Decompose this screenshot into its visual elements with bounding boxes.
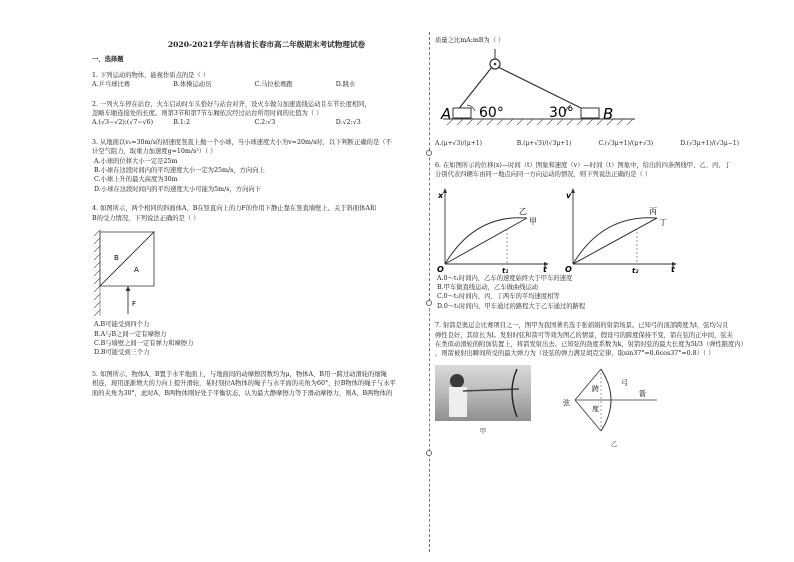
right-column [435,36,762,450]
label-f: F [132,300,137,309]
block-b [581,108,599,118]
label-kua: 跨 [592,384,599,393]
question-stem-line2: 忽略车厢连接处的长度。则第3节和第7节车厢依次经过站台所用时间的比值为（ ） [92,110,323,118]
question-stem: 7. 射箭是奥运会比赛项目之一，图甲为我国著名选手张娟娟的射箭场景。已知弓的顶部跨度为l，弦均匀且 [435,322,729,330]
options-row [435,139,762,148]
left-column [92,40,417,398]
option-a[interactable]: A.0～t₁时间内，乙车的速度始终大于甲车的速度 [437,274,573,282]
label-yi: 乙 [519,206,527,216]
angle-60: 60° [479,105,504,122]
question-stem-line2: 相连，现用逐渐增大的力向上提升滑轮，某时刻拉A物体的绳子与水平面的夹角为60°，拉B物体的绳子与水平 [92,380,396,388]
option-a[interactable]: A.乒乓球比赛 [92,81,131,89]
question-6 [435,161,762,311]
section-heading: 一、选择题 [92,56,124,64]
option-c[interactable]: C.马拉松赛跑 [254,81,293,89]
graphs-row [435,184,762,274]
option-a[interactable]: A.(√3−√2):(√7−√6) [92,119,154,127]
exam-title: 2020-2021学年吉林省长春市高二年级期末考试物理试卷 [167,40,366,49]
origin-label: O [565,264,572,274]
block-a [453,108,471,118]
question-stem-line2: 分别代表四辆车由同一地点向同一方向运动的情况，则下列说法正确的是（ ） [435,171,652,179]
option-c[interactable]: C.2:√3 [254,119,276,127]
option-b[interactable]: B.(μ+√3)/(√3μ+1) [516,140,572,148]
graph-v-t [563,184,681,274]
question-stem-line3: 面的夹角为30°，此时A、B两物体刚好处于平衡状态，认为最大静摩擦力等于滑动摩擦力，则A、B两物体的 [92,389,393,397]
fold-line [429,32,430,552]
option-b[interactable]: B.1:2 [173,119,191,127]
origin-label: O [437,264,444,274]
option-d[interactable]: D.(√3μ+1)/(√3μ−1) [680,140,739,148]
label-a: A [134,266,139,275]
option-d[interactable]: D.√2:√3 [335,119,361,127]
figure-jia [435,365,531,436]
label-jia: 甲 [529,216,537,226]
options-row [92,118,417,127]
label-xian: 弦 [563,398,570,407]
option-d[interactable]: D.0～t₁时间内，甲车通过的路程大于乙车通过的路程 [437,302,586,310]
bow-diagram [559,365,669,435]
question-stem: 3. 从地面以v₀=30m/s的初速度竖直上抛一个小球，当小球速度大小为v=20m/s时，以下判断正确的是（不 [92,138,392,146]
archery-figures [435,365,762,450]
label-b: B [114,254,119,263]
label-ding: 丁 [659,217,667,227]
label-gong: 弓 [621,378,628,387]
label-b: B [603,105,614,124]
question-1 [92,71,417,90]
option-c[interactable]: C.(√3μ+1)/(μ+√3) [598,140,654,148]
option-d[interactable]: D.B可能受到三个力 [94,349,150,357]
label-du: 度 [592,404,599,413]
binding-hole [426,450,432,456]
question-stem-line2: B的受力情况，下列说法正确的是（ ） [92,214,200,222]
angle-30: 30° [549,105,574,122]
figure-yi [559,365,669,450]
label-bing: 丙 [649,206,657,216]
caption-jia: 甲 [479,427,487,435]
tick-t2: t₂ [632,266,639,274]
question-stem: 4. 如图所示，两个相同的斜面体A、B在竖直向上的力F的作用下静止靠在竖直墙壁上。关于斜面体A和 [92,205,377,213]
question-stem: 5. 如图所示，物体A、B置于水平地面上，与地面间的动摩擦因数均为μ，物体A、B用一跨过动滑轮的细绳 [92,370,387,378]
question-stem: 1. 下列运动的物体，能视作质点的是（ ） [92,71,210,79]
option-b[interactable]: B.A与B之间一定有摩擦力 [94,330,167,338]
force-arrowhead [126,286,131,291]
question-5-continued: 质量之比mA:mB为（ ） [435,37,505,44]
question-stem: 6. 在如图所示的位移(x)—时间（t）图象和速度（v）—时间（t）图象中，给出的四条图线甲、乙、丙、丁 [435,161,731,169]
option-a[interactable]: A.小球的位移大小一定是25m [94,157,178,165]
question-stem-line2: 弹性良好，其原长为l。发射时弦和箭可等效为图乙的情景，假设弓的跨度保持不变，箭在弦的正中间，弦夹 [435,331,733,339]
caption-yi: 乙 [610,441,618,449]
graph-x-t [435,184,553,274]
option-a[interactable]: A.B可能受到四个力 [94,321,150,329]
question-2 [92,100,417,128]
question-3 [92,138,417,194]
binding-hole [426,150,432,156]
axis-label-x: x [438,190,444,200]
archer-photo [435,365,531,421]
option-b[interactable]: B.小球在这段时间内的平均速度大小一定为25m/s，方向向上 [94,167,265,175]
question-stem-line2: 计空气阻力，取重力加速度g=10m/s²）（ ） [92,148,217,156]
binding-hole [426,300,432,306]
question-stem-line4: ，则箭被射出瞬间所受的最大弹力为（设弦的弹力满足胡克定律，取sin37°=0.6cos37°=0.8）（ ） [435,350,715,358]
option-d[interactable]: D.小球在这段时间内的平均速度大小可能为5m/s，方向向下 [94,185,261,193]
question-5 [92,370,417,398]
pulley-axle [494,63,497,66]
wall-hatch [94,230,100,316]
option-d[interactable]: D.跳水 [335,81,356,89]
label-a: A [441,105,452,124]
question-stem-line3: 在类似动滑轮的附加装置上，将箭发射出去。已知弦的劲度系数为k，射箭时弦的最大长度为5l/3（弹性限度内） [435,341,747,349]
label-jian: 箭 [639,389,646,398]
axis-label-v: v [566,190,572,200]
axis-label-t: t [543,264,547,274]
option-b[interactable]: B.甲车做直线运动，乙车做曲线运动 [437,284,539,292]
axis-label-t: t [671,264,675,274]
wedge-figure [92,224,172,320]
question-7 [435,321,762,449]
tick-t1: t₁ [502,266,509,274]
options-row [92,80,417,89]
option-b[interactable]: B.体操运动员 [173,81,212,89]
option-c[interactable]: C.0～t₂时间内，丙、丁两车的平均速度相等 [437,293,560,301]
pulley-figure [439,45,639,137]
option-a[interactable]: A.(μ+√3)/(μ+1) [435,140,482,148]
question-stem: 2. 一列火车停在站台，火车启动时车头恰好与站台对齐，设火车做匀加速直线运动且车节长度相同， [92,100,371,108]
question-4 [92,204,417,357]
option-c[interactable]: C.小球上升的最大高度为30m [94,176,178,184]
option-c[interactable]: C.B与墙壁之间一定有弹力和摩擦力 [94,339,194,347]
